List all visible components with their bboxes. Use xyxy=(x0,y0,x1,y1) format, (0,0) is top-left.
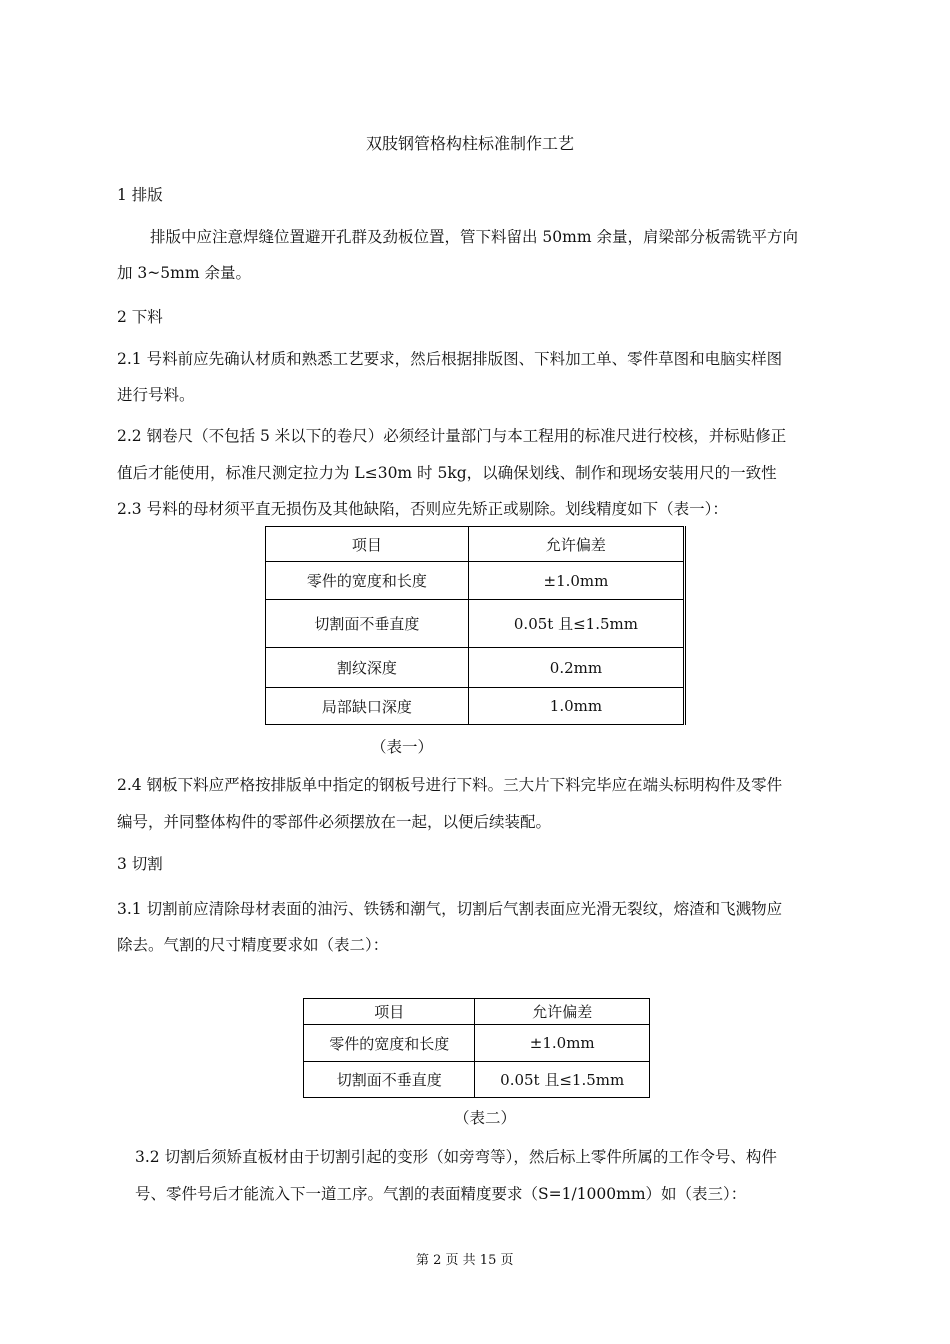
table-row xyxy=(304,1025,650,1062)
table-header-cell: 项目 xyxy=(266,527,469,562)
table-header-row xyxy=(266,527,685,562)
paragraph-3-2-line-1: 3.2 切割后须矫直板材由于切割引起的变形（如旁弯等），然后标上零件所属的工作令号、构件 xyxy=(135,1148,777,1166)
table-row xyxy=(266,648,685,688)
table-cell: 0.05t 且≤1.5mm xyxy=(475,1062,650,1098)
table-cell: 零件的宽度和长度 xyxy=(266,562,469,600)
table-cell: 1.0mm xyxy=(468,688,684,725)
paragraph-2-1-line-1: 2.1 号料前应先确认材质和熟悉工艺要求，然后根据排版图、下料加工单、零件草图和电脑实样图 xyxy=(117,350,783,368)
paragraph-2-2-line-2: 值后才能使用，标准尺测定拉力为 L≤30m 时 5kg，以确保划线、制作和现场安装用尺的一致性 xyxy=(117,464,777,482)
page-number-footer: 第 2 页 共 15 页 xyxy=(416,1253,514,1268)
paragraph-1-line-1: 排版中应注意焊缝位置避开孔群及劲板位置，管下料留出 50mm 余量，肩梁部分板需铣平方向 xyxy=(150,228,798,246)
paragraph-3-2-line-2: 号、零件号后才能流入下一道工序。气割的表面精度要求（S=1/1000mm）如（表三）： xyxy=(135,1185,747,1203)
page-title: 双肢钢管格构柱标准制作工艺 xyxy=(366,134,575,153)
section-heading-2: 2 下料 xyxy=(117,308,163,326)
table-row xyxy=(266,562,685,600)
table-row xyxy=(304,1062,650,1098)
paragraph-2-1-line-2: 进行号料。 xyxy=(117,386,195,404)
paragraph-2-4-line-2: 编号，并同整体构件的零部件必须摆放在一起，以便后续装配。 xyxy=(117,813,552,831)
table-caption-1: （表一） xyxy=(371,738,434,756)
section-heading-1: 1 排版 xyxy=(117,186,163,204)
table-cell: ±1.0mm xyxy=(475,1025,650,1062)
paragraph-3-1-line-2: 除去。气割的尺寸精度要求如（表二）： xyxy=(117,936,389,954)
table-cell: 0.2mm xyxy=(468,648,684,688)
table-cell: 切割面不垂直度 xyxy=(266,600,469,648)
table-row xyxy=(266,600,685,648)
paragraph-2-2-line-1: 2.2 钢卷尺（不包括 5 米以下的卷尺）必须经计量部门与本工程用的标准尺进行校核，并标贴修正 xyxy=(117,427,787,445)
paragraph-1-line-2: 加 3~5mm 余量。 xyxy=(117,264,251,282)
table-header-cell: 允许偏差 xyxy=(468,527,684,562)
table-row xyxy=(266,688,685,725)
table-cell: 割纹深度 xyxy=(266,648,469,688)
paragraph-2-4-line-1: 2.4 钢板下料应严格按排版单中指定的钢板号进行下料。三大片下料完毕应在端头标明构件及零件 xyxy=(117,776,783,794)
table-precision-2 xyxy=(303,998,650,1098)
table-header-cell: 项目 xyxy=(304,999,475,1025)
section-heading-3: 3 切割 xyxy=(117,855,163,873)
table-cell: 零件的宽度和长度 xyxy=(304,1025,475,1062)
paragraph-3-1-line-1: 3.1 切割前应清除母材表面的油污、铁锈和潮气，切割后气割表面应光滑无裂纹，熔渣和飞溅物应 xyxy=(117,900,783,918)
table-cell: ±1.0mm xyxy=(468,562,684,600)
table-cell: 局部缺口深度 xyxy=(266,688,469,725)
table-precision-1 xyxy=(265,526,686,725)
table-cell: 0.05t 且≤1.5mm xyxy=(468,600,684,648)
table-cell: 切割面不垂直度 xyxy=(304,1062,475,1098)
table-header-cell: 允许偏差 xyxy=(475,999,650,1025)
table-caption-2: （表二） xyxy=(454,1109,517,1127)
paragraph-2-3: 2.3 号料的母材须平直无损伤及其他缺陷，否则应先矫正或剔除。划线精度如下（表一）： xyxy=(117,500,728,518)
table-header-row xyxy=(304,999,650,1025)
